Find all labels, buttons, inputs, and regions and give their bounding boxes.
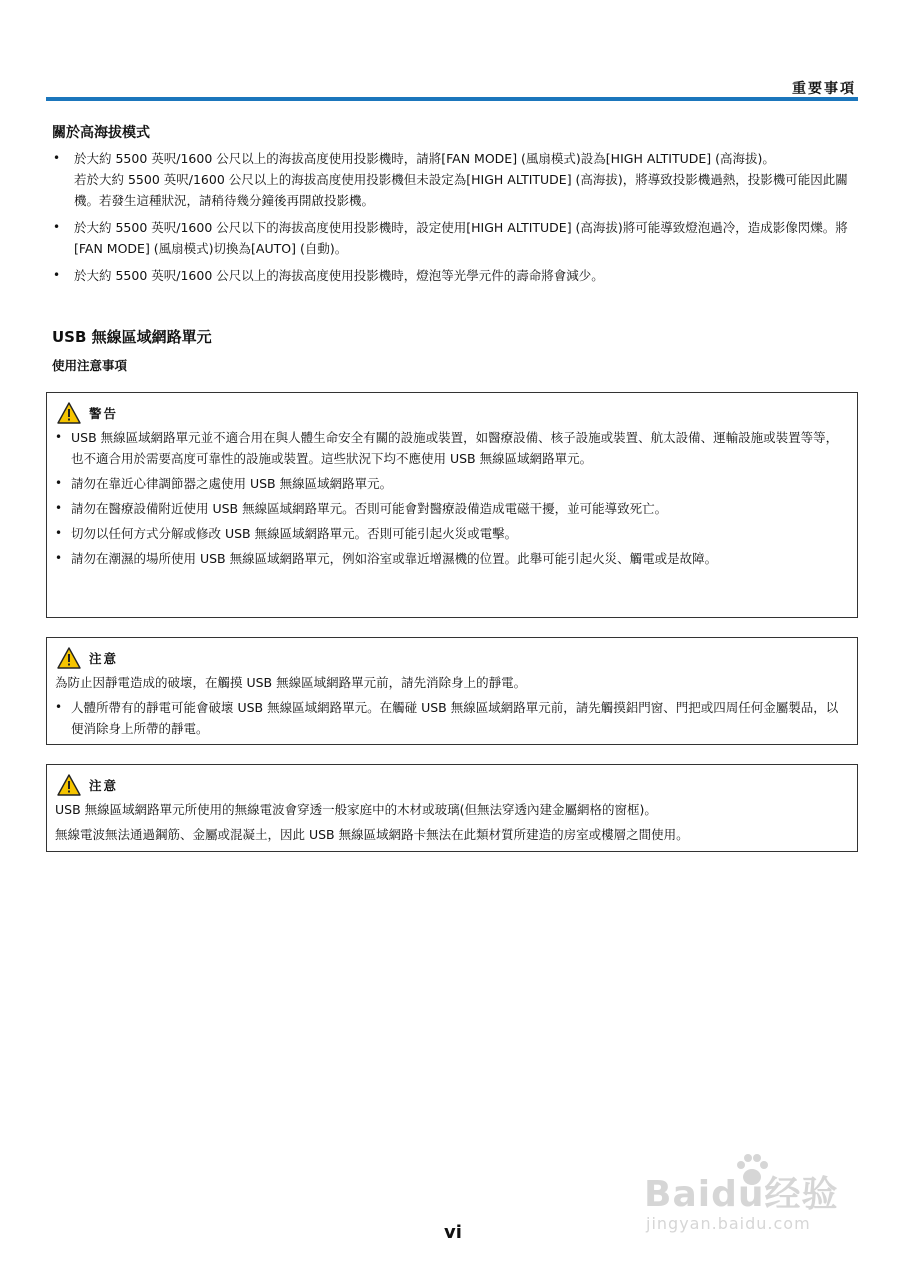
page-header-title: 重要事項 — [792, 81, 856, 97]
bullet-icon: • — [55, 476, 63, 490]
page-number: vi — [444, 1222, 462, 1243]
bullet-icon: • — [55, 526, 63, 540]
warning-box-header — [55, 401, 849, 425]
bullet-icon: • — [53, 151, 61, 165]
list-item — [55, 548, 849, 569]
caution-triangle-icon — [57, 647, 81, 669]
caution-list — [55, 697, 849, 739]
list-item-text: 切勿以任何方式分解或修改 USB 無線區域網路單元。否則可能引起火災或電擊。 — [71, 526, 518, 541]
caution-label: 注意 — [89, 651, 119, 666]
bullet-icon: • — [55, 501, 63, 515]
bullet-icon: • — [55, 700, 63, 714]
watermark-brand-text: Baidu经验 — [644, 1174, 839, 1215]
warning-list — [55, 427, 849, 569]
caution-box-radio — [46, 764, 858, 852]
caution-box-header — [55, 773, 849, 797]
caution-box-static — [46, 637, 858, 745]
caution-text-line: USB 無線區域網路單元所使用的無線電波會穿透一般家庭中的木材或玻璃(但無法穿透內建金屬網格的窗框)。 — [55, 802, 657, 817]
warning-box — [46, 392, 858, 618]
list-item-text: 於大約 5500 英呎/1600 公尺以下的海拔高度使用投影機時，設定使用[HIGH ALTITUDE] (高海拔)將可能導致燈泡過冷，造成影像閃爍。將[FAN MODE] (風扇模式)切換為[AUTO] (自動)。 — [74, 220, 848, 256]
caution-text-line: 無線電波無法通過鋼筋、金屬或混凝土，因此 USB 無線區域網路卡無法在此類材質所建造的房室或樓層之間使用。 — [55, 827, 689, 842]
bullet-icon: • — [53, 268, 61, 282]
bullet-icon: • — [55, 551, 63, 565]
high-altitude-list — [52, 148, 858, 292]
bullet-icon: • — [53, 220, 61, 234]
list-item-text: 於大約 5500 英呎/1600 公尺以上的海拔高度使用投影機時，請將[FAN MODE] (風扇模式)設為[HIGH ALTITUDE] (高海拔)。 — [74, 151, 775, 166]
section-title-high-altitude: 關於高海拔模式 — [52, 125, 150, 141]
list-item — [55, 498, 849, 519]
watermark-url-text: jingyan.baidu.com — [646, 1214, 811, 1233]
list-item-text-note: 若於大約 5500 英呎/1600 公尺以上的海拔高度使用投影機但未設定為[HIGH ALTITUDE] (高海拔)，將導致投影機過熱，投影機可能因此關機。若發生這種狀況，請稍待幾分鐘後再開啟投影機。 — [74, 172, 848, 208]
list-item — [52, 148, 858, 211]
list-item — [55, 523, 849, 544]
caution-label: 注意 — [89, 778, 119, 793]
list-item-text: 請勿在醫療設備附近使用 USB 無線區域網路單元。否則可能會對醫療設備造成電磁干擾，並可能導致死亡。 — [71, 501, 668, 516]
list-item — [55, 697, 849, 739]
section-subtitle-precautions: 使用注意事項 — [52, 358, 128, 373]
list-item-text: 人體所帶有的靜電可能會破壞 USB 無線區域網路單元。在觸碰 USB 無線區域網路單元前，請先觸摸鋁門窗、門把或四周任何金屬製品，以便消除身上所帶的靜電。 — [71, 700, 839, 736]
list-item — [55, 473, 849, 494]
caution-triangle-icon — [57, 774, 81, 796]
caution-box-header — [55, 646, 849, 670]
bullet-icon: • — [55, 430, 63, 444]
list-item-text: 請勿在靠近心律調節器之處使用 USB 無線區域網路單元。 — [71, 476, 393, 491]
caution-intro-text: 為防止因靜電造成的破壞，在觸摸 USB 無線區域網路單元前，請先消除身上的靜電。 — [55, 675, 527, 690]
warning-label: 警告 — [89, 406, 119, 421]
warning-triangle-icon — [57, 402, 81, 424]
list-item — [52, 265, 858, 286]
list-item-text: 請勿在潮濕的場所使用 USB 無線區域網路單元，例如浴室或靠近增濕機的位置。此舉可能引起火災、觸電或是故障。 — [71, 551, 718, 566]
list-item — [55, 427, 849, 469]
list-item-text: 於大約 5500 英呎/1600 公尺以上的海拔高度使用投影機時，燈泡等光學元件的壽命將會減少。 — [74, 268, 604, 283]
header-rule — [46, 97, 858, 101]
list-item — [52, 217, 858, 259]
list-item-text: USB 無線區域網路單元並不適合用在與人體生命安全有關的設施或裝置，如醫療設備、核子設施或裝置、航太設備、運輸設施或裝置等等，也不適合用於需要高度可靠性的設施或裝置。這些狀況下均不應使用 USB 無線區域網路單元。 — [71, 430, 839, 466]
section-title-usb-wlan: USB 無線區域網路單元 — [52, 328, 212, 346]
